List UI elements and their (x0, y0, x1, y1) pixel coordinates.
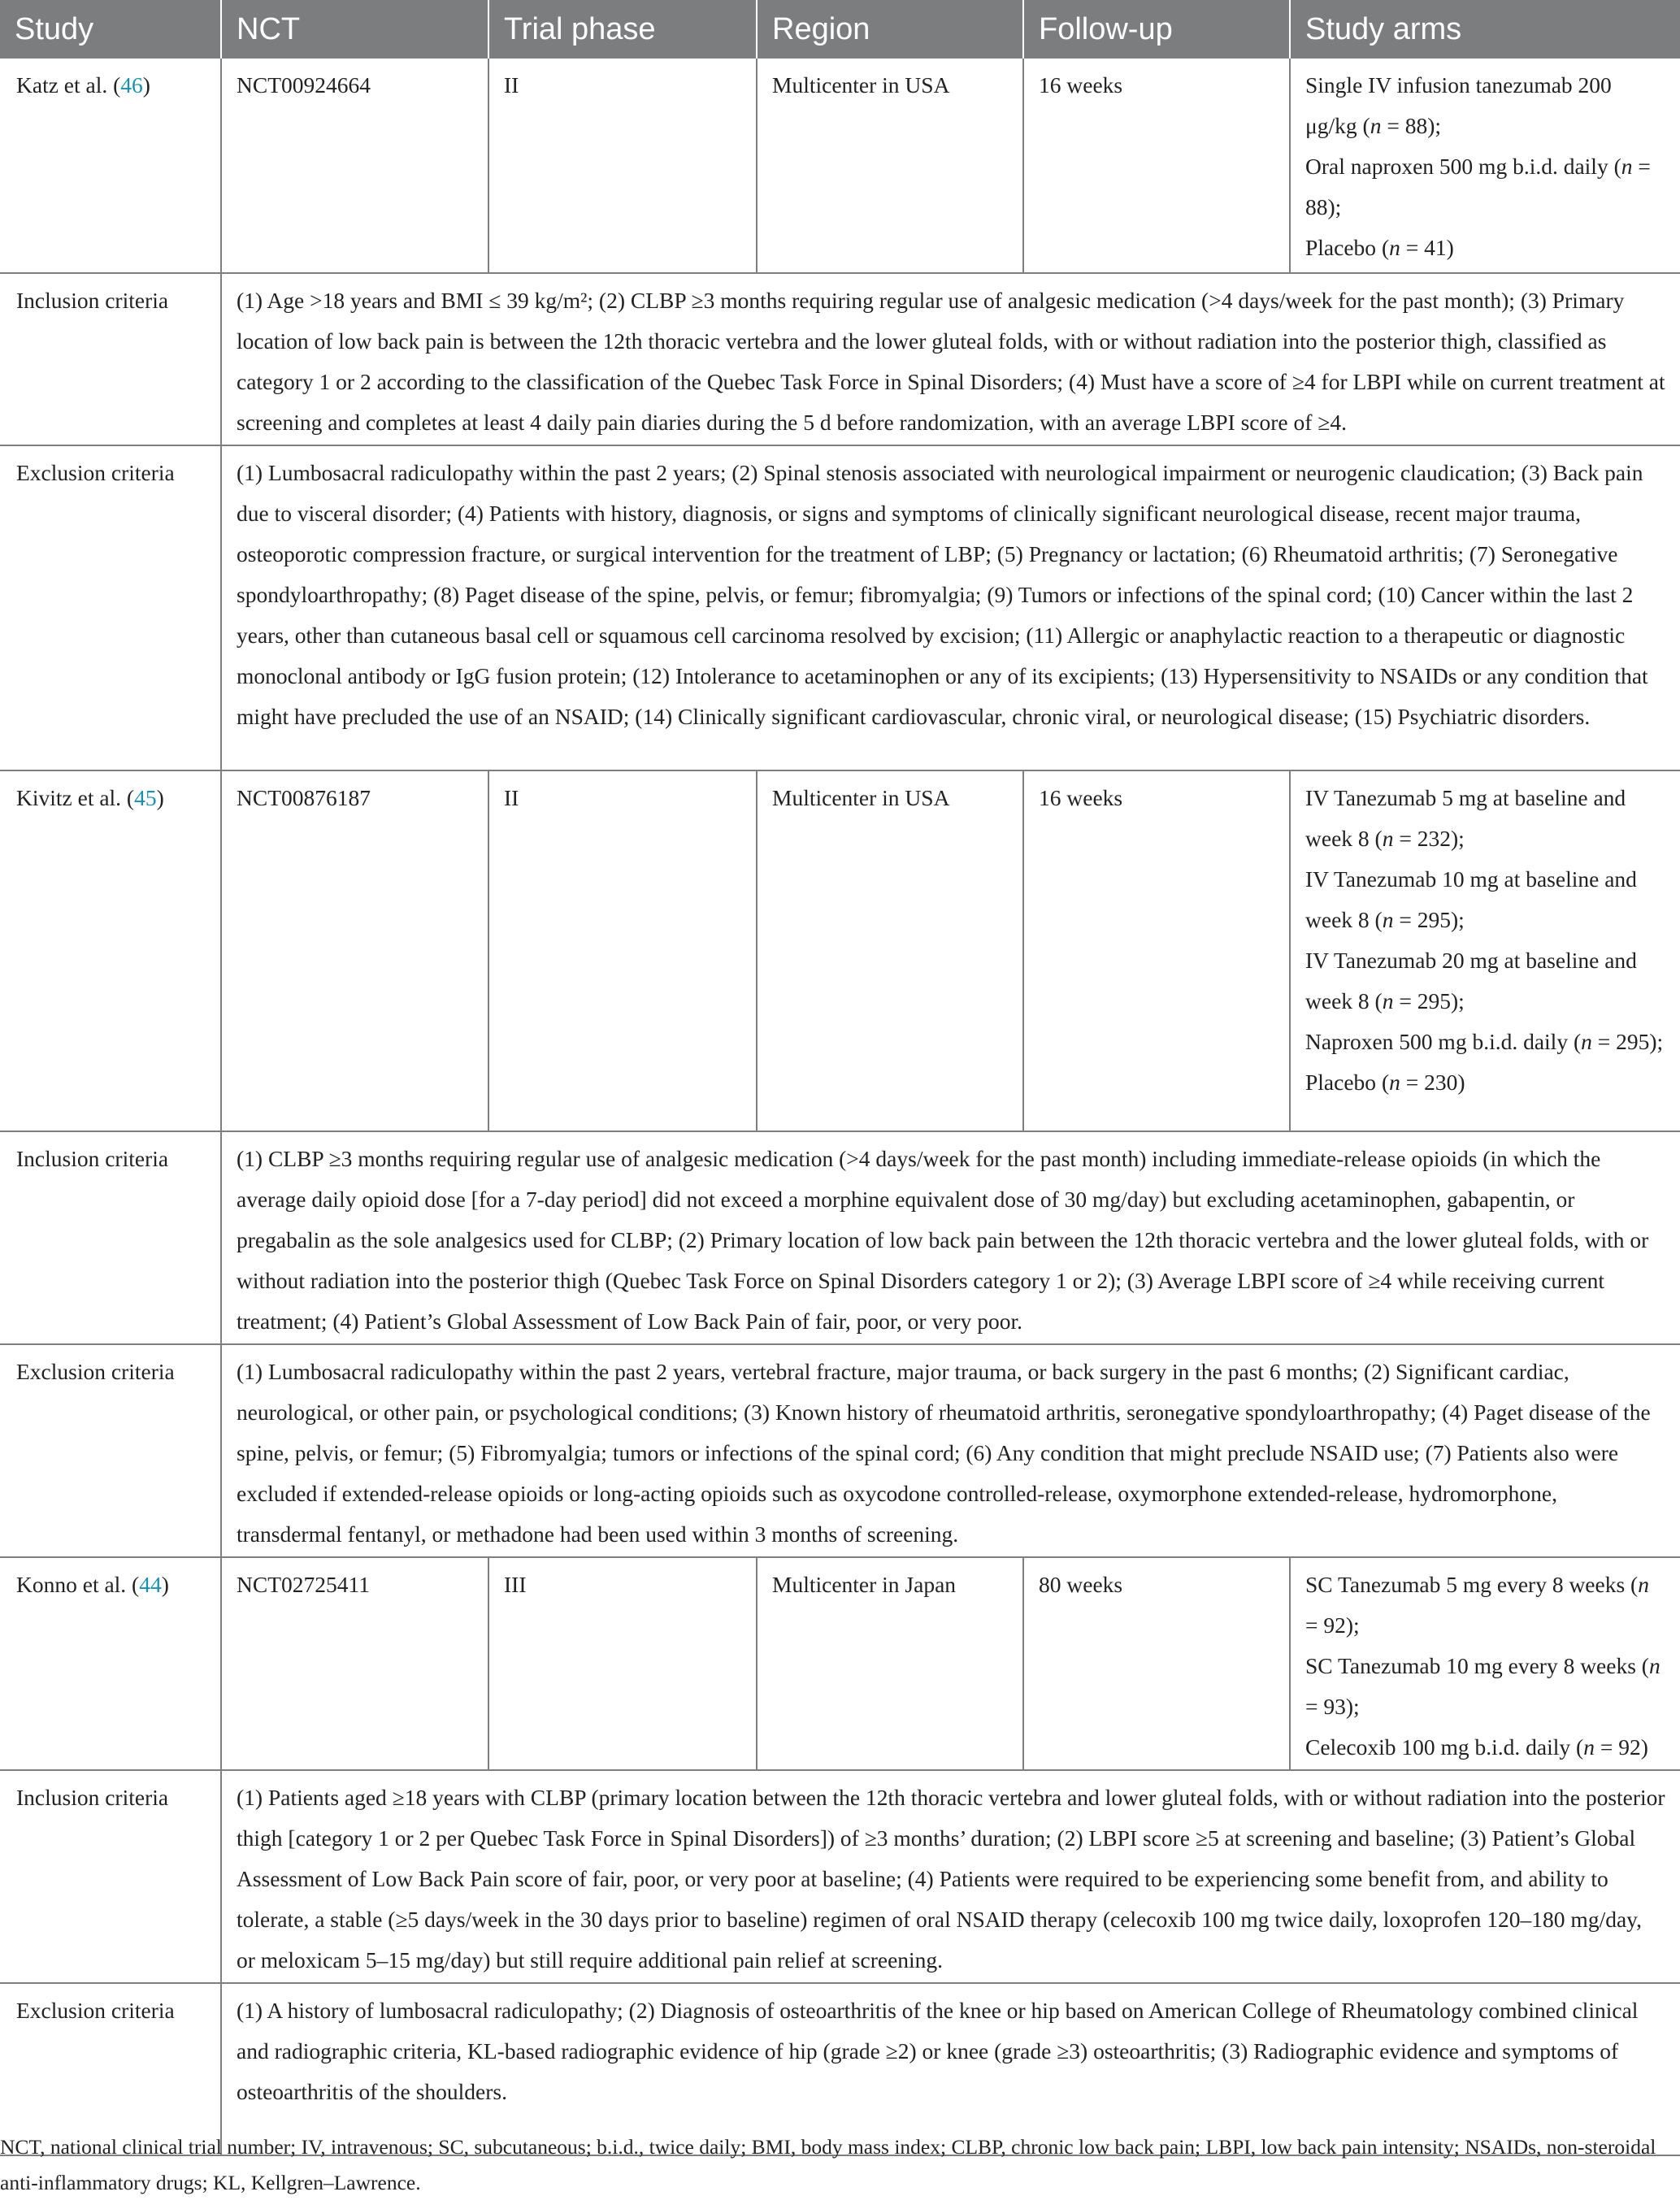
study-author-close: ) (142, 72, 150, 98)
arm-item: Placebo (n = 41) (1305, 235, 1454, 260)
header-trial-phase: Trial phase (488, 0, 757, 59)
arm-item: Oral naproxen 500 mg b.i.d. daily (n = 88); (1305, 154, 1651, 219)
reference-link[interactable]: 45 (134, 785, 157, 810)
study-cell (0, 1557, 221, 1770)
region-cell: Multicenter in USA (757, 59, 1023, 273)
phase-cell: II (488, 59, 757, 273)
arms-cell (1290, 770, 1680, 1131)
study-author: Kivitz et al. ( (16, 785, 135, 810)
header-study: Study (0, 0, 221, 59)
criteria-label: Inclusion criteria (0, 273, 221, 445)
criteria-label: Exclusion criteria (0, 1344, 221, 1557)
followup-cell: 16 weeks (1023, 770, 1290, 1131)
region-cell: Multicenter in USA (757, 770, 1023, 1131)
nct-cell: NCT00876187 (221, 770, 488, 1131)
region-cell: Multicenter in Japan (757, 1557, 1023, 1770)
criteria-label: Exclusion criteria (0, 445, 221, 770)
study-cell (0, 770, 221, 1131)
nct-cell: NCT02725411 (221, 1557, 488, 1770)
inclusion-text: (1) Age >18 years and BMI ≤ 39 kg/m²; (2) CLBP ≥3 months requiring regular use of analgesic medication (>4 days/week for the past month); (3) Primary location of low back pain is between the 12th thoracic vertebra and the lower gluteal folds, with or without radiation into the posterior thigh, classified as category 1 or 2 according to the classification of the Quebec Task Force in Spinal Disorders; (4) Must have a score of ≥4 for LBPI while on current treatment at screening and completes at least 4 daily pain diaries during the 5 d before randomization, with an average LBPI score of ≥4. (221, 273, 1680, 445)
study-author-close: ) (156, 785, 164, 810)
inclusion-row (0, 273, 1680, 445)
criteria-label: Exclusion criteria (0, 1983, 221, 2155)
arm-item: SC Tanezumab 10 mg every 8 weeks (n = 93); (1305, 1653, 1660, 1719)
reference-link[interactable]: 44 (139, 1572, 162, 1597)
arm-item: IV Tanezumab 20 mg at baseline and week 8 (n = 295); (1305, 948, 1637, 1013)
followup-cell: 16 weeks (1023, 59, 1290, 273)
arm-item: Naproxen 500 mg b.i.d. daily (n = 295); (1305, 1029, 1664, 1054)
study-row (0, 770, 1680, 1131)
study-row (0, 59, 1680, 273)
header-region: Region (757, 0, 1023, 59)
criteria-label: Inclusion criteria (0, 1131, 221, 1344)
study-author: Konno et al. ( (16, 1572, 140, 1597)
header-row (0, 0, 1680, 59)
criteria-label: Inclusion criteria (0, 1770, 221, 1983)
arm-item: SC Tanezumab 5 mg every 8 weeks (n = 92); (1305, 1572, 1649, 1638)
followup-cell: 80 weeks (1023, 1557, 1290, 1770)
exclusion-text: (1) Lumbosacral radiculopathy within the past 2 years, vertebral fracture, major trauma, or back surgery in the past 6 months; (2) Significant cardiac, neurological, or other pain, or psychological conditions; (3) Known history of rheumatoid arthritis, seronegative spondyloarthropathy; (4) Paget disease of the spine, pelvis, or femur; (5) Fibromyalgia; tumors or infections of the spinal cord; (6) Any condition that might preclude NSAID use; (7) Patients also were excluded if extended-release opioids or long-acting opioids such as oxycodone controlled-release, oxymorphone extended-release, hydromorphone, transdermal fentanyl, or methadone had been used within 3 months of screening. (221, 1344, 1680, 1557)
inclusion-row (0, 1770, 1680, 1983)
nct-cell: NCT00924664 (221, 59, 488, 273)
exclusion-text: (1) A history of lumbosacral radiculopathy; (2) Diagnosis of osteoarthritis of the knee or hip based on American College of Rheumatology combined clinical and radiographic criteria, KL-based radiographic evidence of hip (grade ≥2) or knee (grade ≥3) osteoarthritis; (3) Radiographic evidence and symptoms of osteoarthritis of the shoulders. (221, 1983, 1680, 2155)
header-study-arms: Study arms (1290, 0, 1680, 59)
inclusion-text: (1) CLBP ≥3 months requiring regular use of analgesic medication (>4 days/week for the past month) including immediate-release opioids (in which the average daily opioid dose [for a 7-day period] did not exceed a morphine equivalent dose of 30 mg/day) but excluding acetaminophen, gabapentin, or pregabalin as the sole analgesics used for CLBP; (2) Primary location of low back pain between the 12th thoracic vertebra and the lower gluteal folds, with or without radiation into the posterior thigh (Quebec Task Force on Spinal Disorders category 1 or 2); (3) Average LBPI score of ≥4 while receiving current treatment; (4) Patient’s Global Assessment of Low Back Pain of fair, poor, or very poor. (221, 1131, 1680, 1344)
exclusion-row (0, 1344, 1680, 1557)
arms-cell (1290, 59, 1680, 273)
exclusion-text: (1) Lumbosacral radiculopathy within the past 2 years; (2) Spinal stenosis associated with neurological impairment or neurogenic claudication; (3) Back pain due to visceral disorder; (4) Patients with history, diagnosis, or signs and symptoms of clinically significant neurological disease, recent major trauma, osteoporotic compression fracture, or surgical intervention for the treatment of LBP; (5) Pregnancy or lactation; (6) Rheumatoid arthritis; (7) Seronegative spondyloarthropathy; (8) Paget disease of the spine, pelvis, or femur; fibromyalgia; (9) Tumors or infections of the spinal cord; (10) Cancer within the last 2 years, other than cutaneous basal cell or squamous cell carcinoma resolved by excision; (11) Allergic or anaphylactic reaction to a therapeutic or diagnostic monoclonal antibody or IgG fusion protein; (12) Intolerance to acetaminophen or any of its excipients; (13) Hypersensitivity to NSAIDs or any condition that might have precluded the use of an NSAID; (14) Clinically significant cardiovascular, chronic viral, or neurological disease; (15) Psychiatric disorders. (221, 445, 1680, 770)
study-cell (0, 59, 221, 273)
header-follow-up: Follow-up (1023, 0, 1290, 59)
arm-item: Placebo (n = 230) (1305, 1070, 1465, 1095)
arm-item: IV Tanezumab 10 mg at baseline and week 8 (n = 295); (1305, 866, 1637, 932)
study-row (0, 1557, 1680, 1770)
header-nct: NCT (221, 0, 488, 59)
arm-item: Celecoxib 100 mg b.i.d. daily (n = 92) (1305, 1734, 1648, 1760)
arm-item: IV Tanezumab 5 mg at baseline and week 8 (n = 232); (1305, 785, 1626, 851)
phase-cell: II (488, 770, 757, 1131)
phase-cell: III (488, 1557, 757, 1770)
arms-cell (1290, 1557, 1680, 1770)
inclusion-row (0, 1131, 1680, 1344)
inclusion-text: (1) Patients aged ≥18 years with CLBP (primary location between the 12th thoracic vertebra and lower gluteal folds, with or without radiation into the posterior thigh [category 1 or 2 per Quebec Task Force in Spinal Disorders]) of ≥3 months’ duration; (2) LBPI score ≥5 at screening and baseline; (3) Patient’s Global Assessment of Low Back Pain score of fair, poor, or very poor at baseline; (4) Patients were required to be experiencing some benefit from, and ability to tolerate, a stable (≥5 days/week in the 30 days prior to baseline) regimen of oral NSAID therapy (celecoxib 100 mg twice daily, loxoprofen 120–180 mg/day, or meloxicam 5–15 mg/day) but still require additional pain relief at screening. (221, 1770, 1680, 1983)
study-author: Katz et al. ( (16, 72, 121, 98)
arm-item: Single IV infusion tanezumab 200 μg/kg (n = 88); (1305, 72, 1612, 138)
study-author-close: ) (161, 1572, 169, 1597)
table-footnote: NCT, national clinical trial number; IV, intravenous; SC, subcutaneous; b.i.d., twice daily; BMI, body mass index; CLBP, chronic low back pain; LBPI, low back pain intensity; NSAIDs, non-steroidal anti-inflammatory drugs; KL, Kellgren–Lawrence. (0, 2135, 1656, 2194)
reference-link[interactable]: 46 (120, 72, 143, 98)
exclusion-row (0, 445, 1680, 770)
